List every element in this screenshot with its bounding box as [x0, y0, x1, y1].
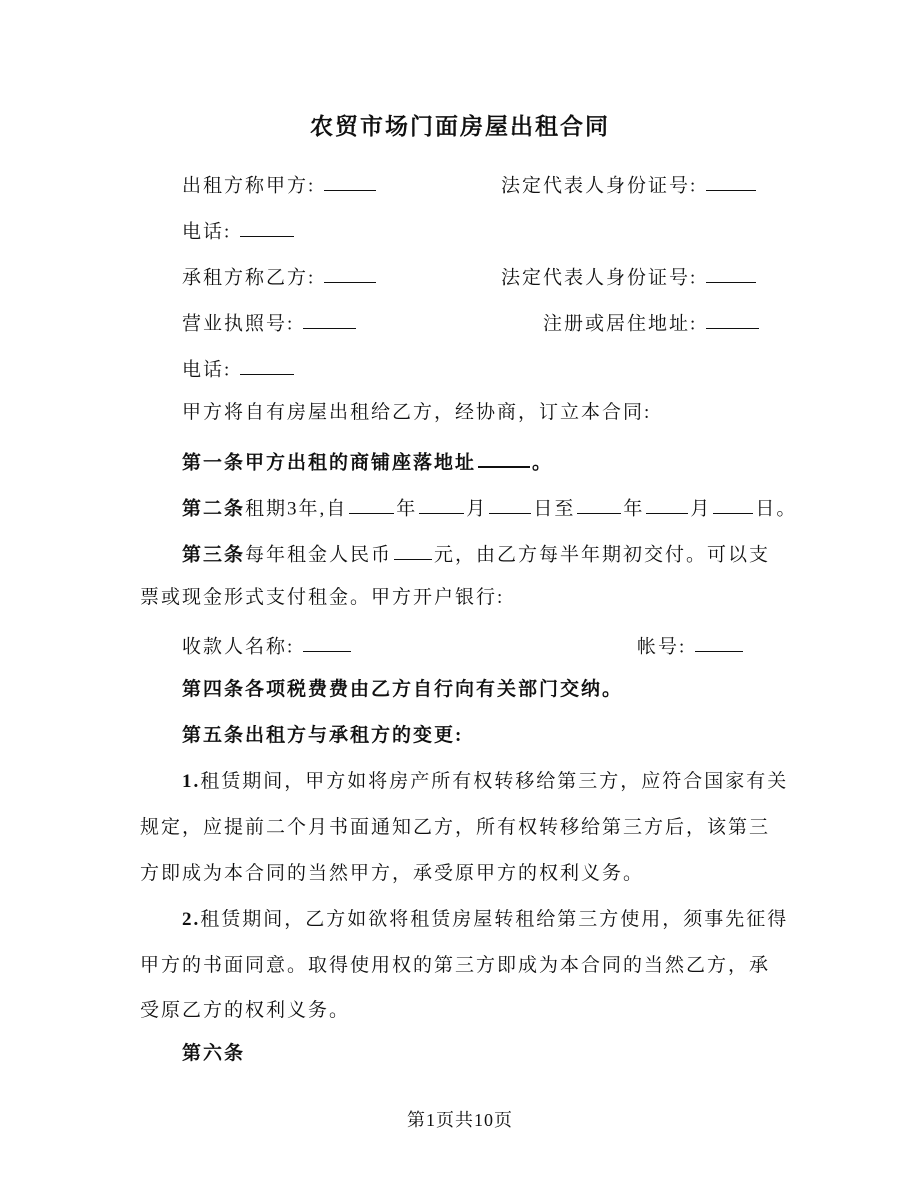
blank-field — [240, 355, 294, 375]
contract-line — [0, 724, 920, 751]
line-segment — [140, 954, 770, 978]
blank-field — [706, 171, 756, 191]
line-segment — [637, 632, 745, 659]
text-run: 租赁期间，甲方如将房产所有权转移给第三方，应符合国家有关 — [200, 771, 789, 792]
line-segment — [182, 401, 651, 425]
line-segment — [182, 678, 623, 702]
contract-line — [0, 171, 920, 198]
contract-line — [0, 355, 920, 382]
line-segment — [140, 586, 504, 610]
text-run: 第二条 — [182, 498, 246, 520]
text-run: 票或现金形式支付租金。甲方开户银行: — [140, 587, 505, 608]
text-run: 第六条 — [182, 1043, 246, 1064]
line-segment — [182, 724, 463, 748]
blank-field — [349, 494, 394, 514]
text-run: 1. — [182, 771, 201, 792]
blank-field — [478, 447, 530, 468]
text-run: 2. — [182, 909, 201, 930]
blank-field — [706, 263, 756, 283]
text-run: 元，由乙方每半年期初交付。可以支 — [434, 544, 771, 566]
text-run: 租期3年,自 — [245, 498, 348, 520]
contract-line — [0, 999, 920, 1026]
blank-field — [394, 540, 432, 560]
text-run: 注册或居住地址: — [543, 313, 705, 335]
contract-line — [0, 908, 920, 935]
line-segment — [140, 862, 644, 886]
text-run: 受原乙方的权利义务。 — [140, 1000, 351, 1021]
line-segment — [140, 816, 770, 840]
text-run: 法定代表人身份证号: — [501, 267, 705, 289]
text-run: 出租方称甲方: — [182, 175, 323, 197]
text-run: 日。 — [755, 498, 798, 520]
contract-line — [0, 862, 920, 889]
text-run: 营业执照号: — [182, 313, 302, 335]
line-segment — [182, 355, 296, 382]
blank-field — [695, 632, 743, 652]
text-run: 第四条各项税费费由乙方自行向有关部门交纳。 — [182, 679, 624, 700]
line-segment — [182, 540, 770, 567]
line-segment — [182, 632, 353, 659]
line-segment — [182, 309, 358, 336]
line-segment — [501, 263, 758, 290]
line-segment — [182, 263, 378, 290]
blank-field — [324, 263, 376, 283]
text-run: 第一条甲方出租的商铺座落地址 — [182, 452, 477, 474]
blank-field — [240, 217, 294, 237]
text-run: 规定，应提前二个月书面通知乙方，所有权转移给第三方后，该第三 — [140, 817, 771, 838]
line-segment — [182, 171, 378, 198]
text-run: 电话: — [182, 359, 239, 381]
text-run: 承租方称乙方: — [182, 267, 323, 289]
contract-line — [0, 678, 920, 705]
text-run: 年 — [396, 498, 418, 520]
blank-field — [324, 171, 376, 191]
text-run: 日至 — [533, 498, 576, 520]
line-segment — [543, 309, 761, 336]
text-run: 方即成为本合同的当然甲方，承受原甲方的权利义务。 — [140, 863, 645, 884]
line-segment — [182, 770, 788, 794]
text-run: 租赁期间，乙方如欲将租赁房屋转租给第三方使用，须事先征得 — [200, 909, 789, 930]
contract-line — [0, 954, 920, 981]
contract-line — [0, 447, 920, 474]
contract-line — [0, 770, 920, 797]
line-segment — [182, 494, 797, 521]
contract-line — [0, 540, 920, 567]
line-segment — [182, 908, 788, 932]
contract-line — [0, 217, 920, 244]
line-segment — [182, 1042, 245, 1066]
text-run: 第五条出租方与承租方的变更: — [182, 725, 464, 746]
blank-field — [303, 309, 356, 329]
blank-field — [706, 309, 759, 329]
text-run: 帐号: — [637, 636, 694, 658]
text-run: 月 — [466, 498, 488, 520]
contract-line — [0, 632, 920, 659]
contract-line — [0, 816, 920, 843]
blank-field — [419, 494, 464, 514]
text-run: 每年租金人民币 — [245, 544, 393, 566]
page-number: 第1页共10页 — [407, 1110, 513, 1130]
text-run: 。 — [532, 452, 554, 474]
blank-field — [646, 494, 688, 514]
line-segment — [182, 217, 296, 244]
blank-field — [303, 632, 351, 652]
text-run: 甲方的书面同意。取得使用权的第三方即成为本合同的当然乙方，承 — [140, 955, 771, 976]
text-run: 法定代表人身份证号: — [501, 175, 705, 197]
contract-line — [0, 263, 920, 290]
text-run: 收款人名称: — [182, 636, 302, 658]
line-segment — [140, 999, 350, 1023]
blank-field — [489, 494, 531, 514]
contract-line — [0, 586, 920, 613]
document-title: 农贸市场门面房屋出租合同 — [310, 114, 610, 139]
text-run: 甲方将自有房屋出租给乙方，经协商，订立本合同: — [182, 402, 652, 423]
blank-field — [577, 494, 621, 514]
text-run: 年 — [623, 498, 645, 520]
contract-line — [0, 309, 920, 336]
contract-line — [0, 1042, 920, 1069]
contract-line — [0, 494, 920, 521]
contract-line — [0, 401, 920, 428]
text-run: 第三条 — [182, 544, 246, 566]
line-segment — [182, 447, 553, 475]
text-run: 电话: — [182, 221, 239, 243]
line-segment — [501, 171, 758, 198]
blank-field — [713, 494, 753, 514]
text-run: 月 — [690, 498, 712, 520]
